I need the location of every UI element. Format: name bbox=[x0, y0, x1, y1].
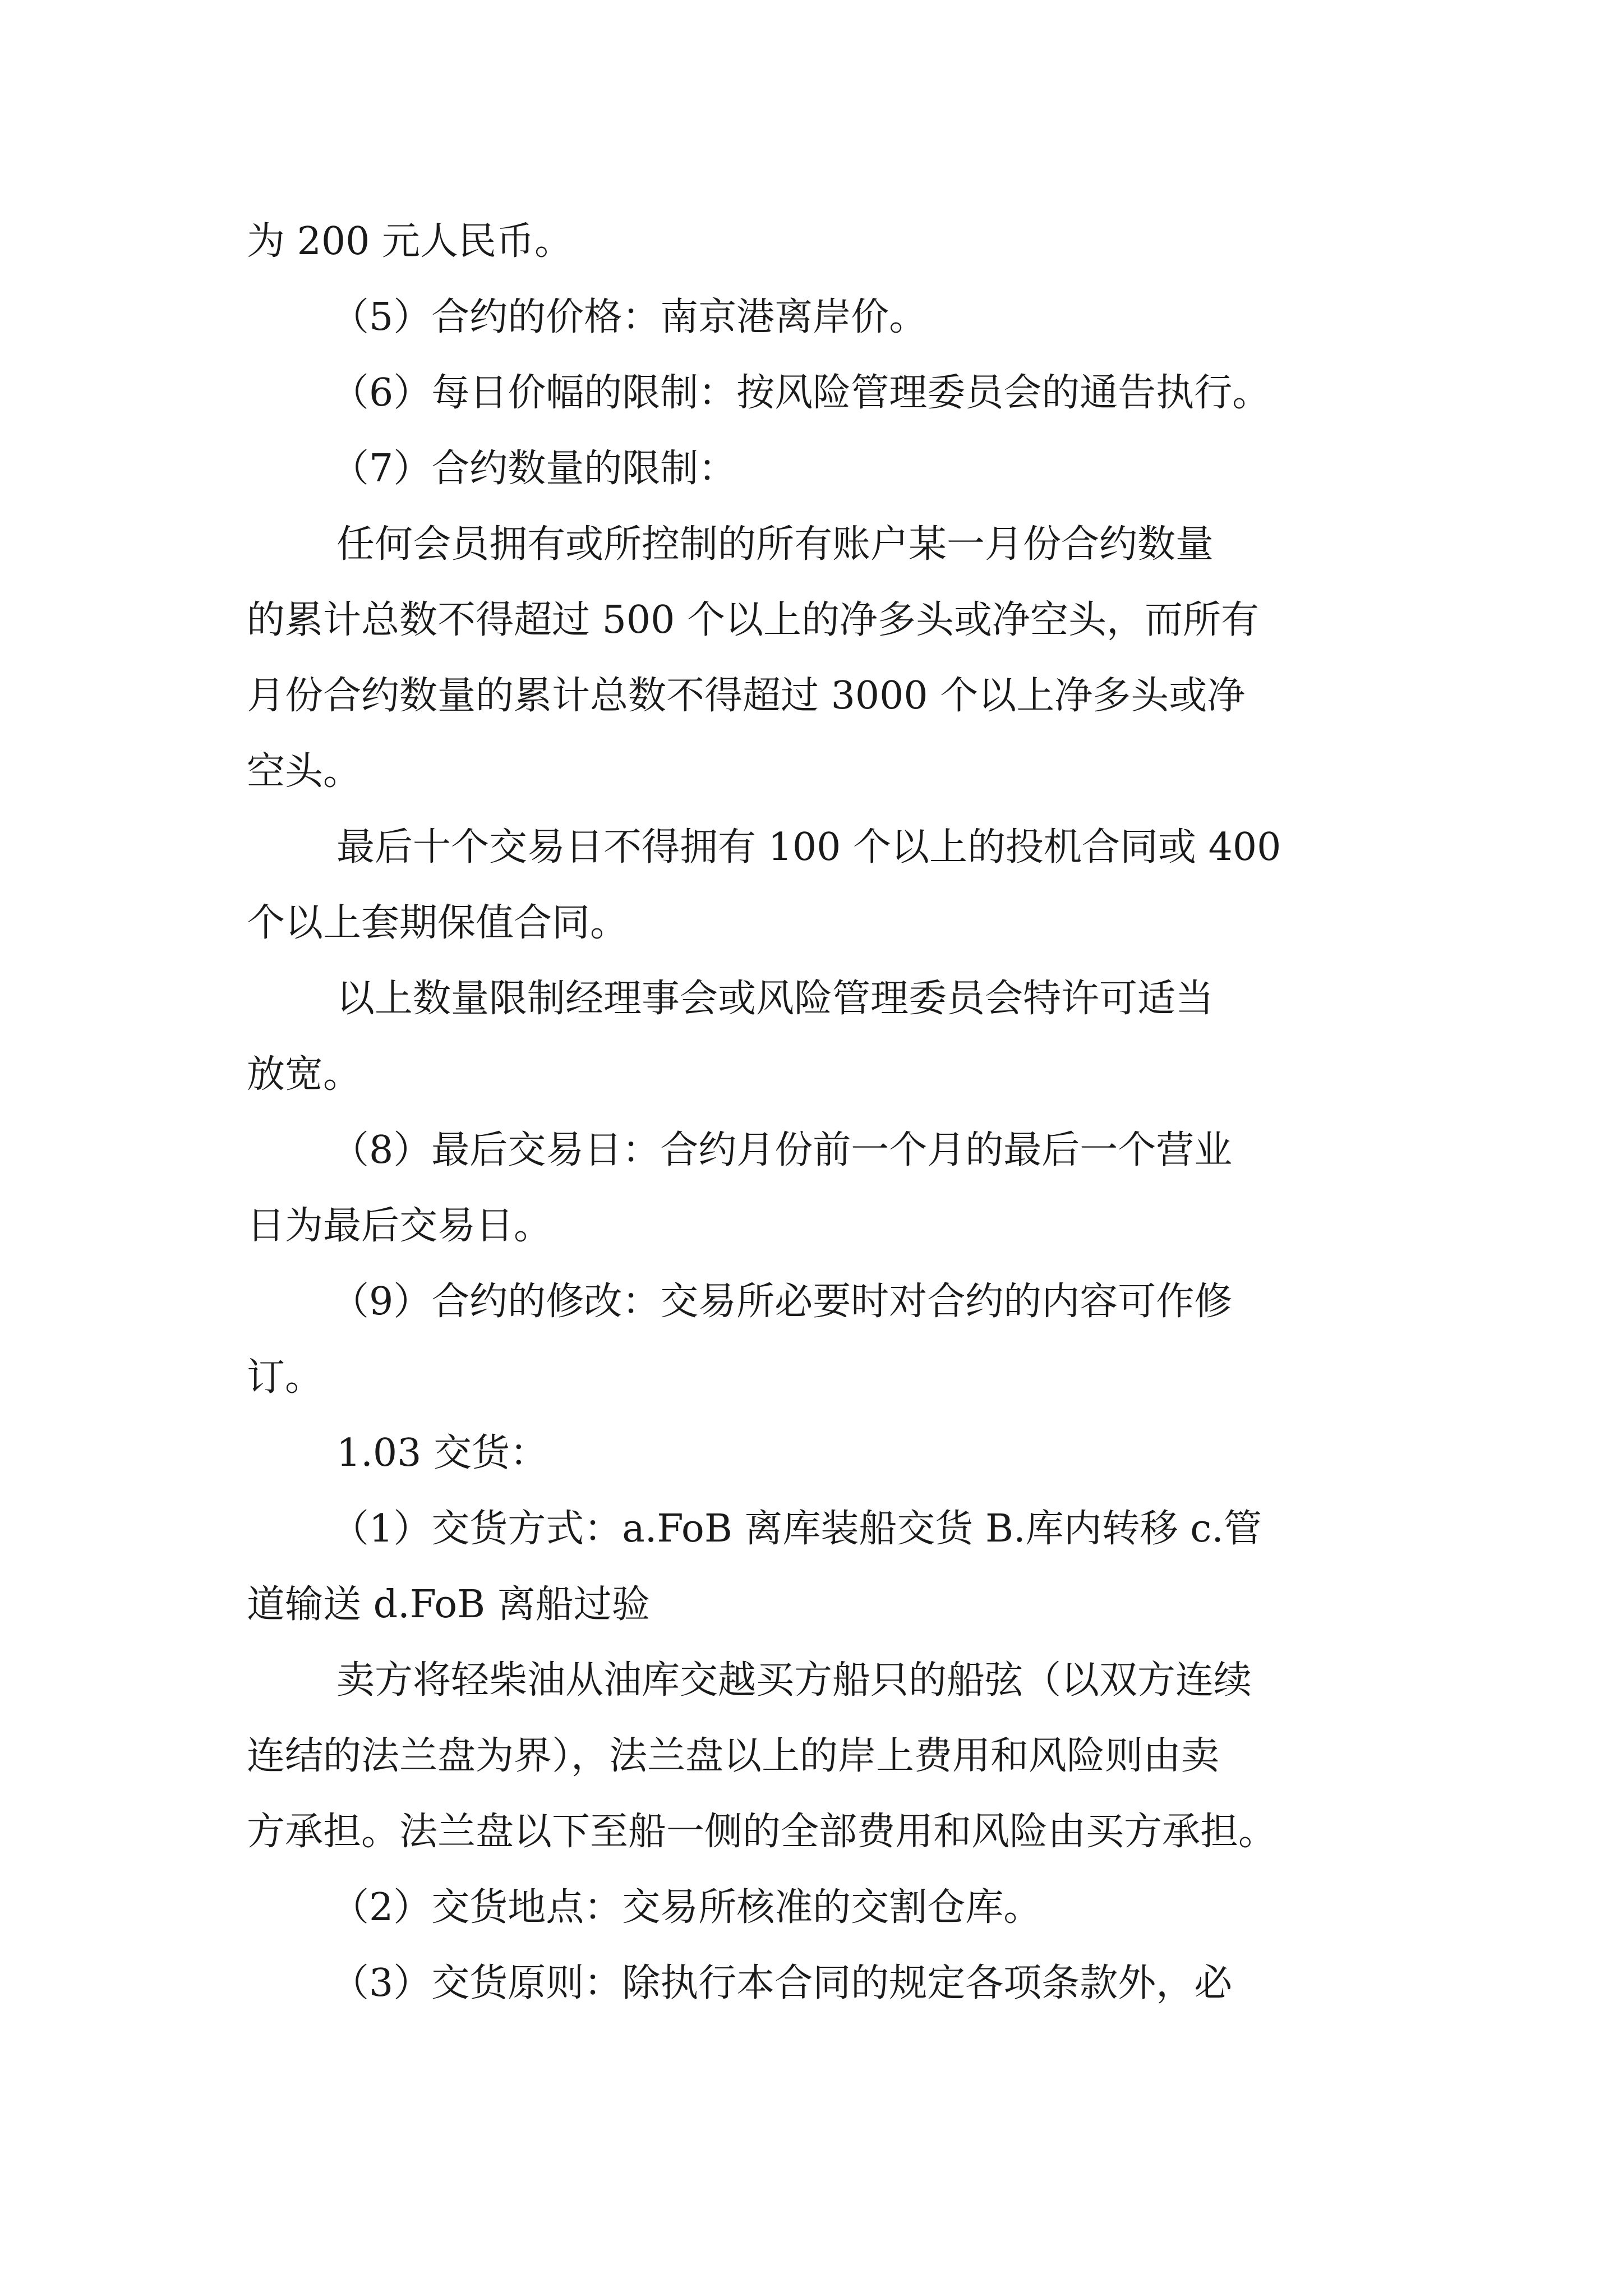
text-line: （5）合约的价格：南京港离岸价。 bbox=[331, 295, 928, 339]
text-line: 方承担。法兰盘以下至船一侧的全部费用和风险由买方承担。 bbox=[247, 1810, 1277, 1854]
text-line: （6）每日价幅的限制：按风险管理委员会的通告执行。 bbox=[331, 371, 1271, 415]
text-line: 卖方将轻柴油从油库交越买方船只的船弦（以双方连续 bbox=[336, 1658, 1252, 1703]
text-line: 的累计总数不得超过 500 个以上的净多头或净空头，而所有 bbox=[247, 598, 1260, 642]
text-line: 最后十个交易日不得拥有 100 个以上的投机合同或 400 bbox=[336, 825, 1281, 869]
text-line: 空头。 bbox=[247, 749, 362, 794]
text-line: 日为最后交易日。 bbox=[247, 1204, 552, 1248]
text-line: 订。 bbox=[247, 1355, 324, 1400]
text-line: （8）最后交易日：合约月份前一个月的最后一个营业 bbox=[331, 1128, 1233, 1172]
text-line: 个以上套期保值合同。 bbox=[247, 901, 629, 945]
text-line: 为 200 元人民币。 bbox=[247, 219, 573, 264]
text-line: 月份合约数量的累计总数不得超过 3000 个以上净多头或净 bbox=[247, 674, 1246, 718]
text-line: （2）交货地点：交易所核准的交割仓库。 bbox=[331, 1885, 1042, 1930]
text-line: （9）合约的修改：交易所必要时对合约的内容可作修 bbox=[331, 1280, 1233, 1324]
text-line: 放宽。 bbox=[247, 1052, 362, 1097]
text-line: 道输送 d.FoB 离船过验 bbox=[247, 1582, 650, 1627]
text-line: （1）交货方式：a.FoB 离库装船交货 B.库内转移 c.管 bbox=[331, 1507, 1262, 1551]
text-line: （7）合约数量的限制： bbox=[331, 447, 737, 491]
text-line: 任何会员拥有或所控制的所有账户某一月份合约数量 bbox=[336, 522, 1214, 567]
text-line: 连结的法兰盘为界），法兰盘以上的岸上费用和风险则由卖 bbox=[247, 1734, 1220, 1778]
text-line: 以上数量限制经理事会或风险管理委员会特许可适当 bbox=[336, 977, 1214, 1021]
text-line: （3）交货原则：除执行本合同的规定各项条款外，必 bbox=[331, 1961, 1233, 2005]
text-line: 1.03 交货： bbox=[336, 1431, 548, 1475]
